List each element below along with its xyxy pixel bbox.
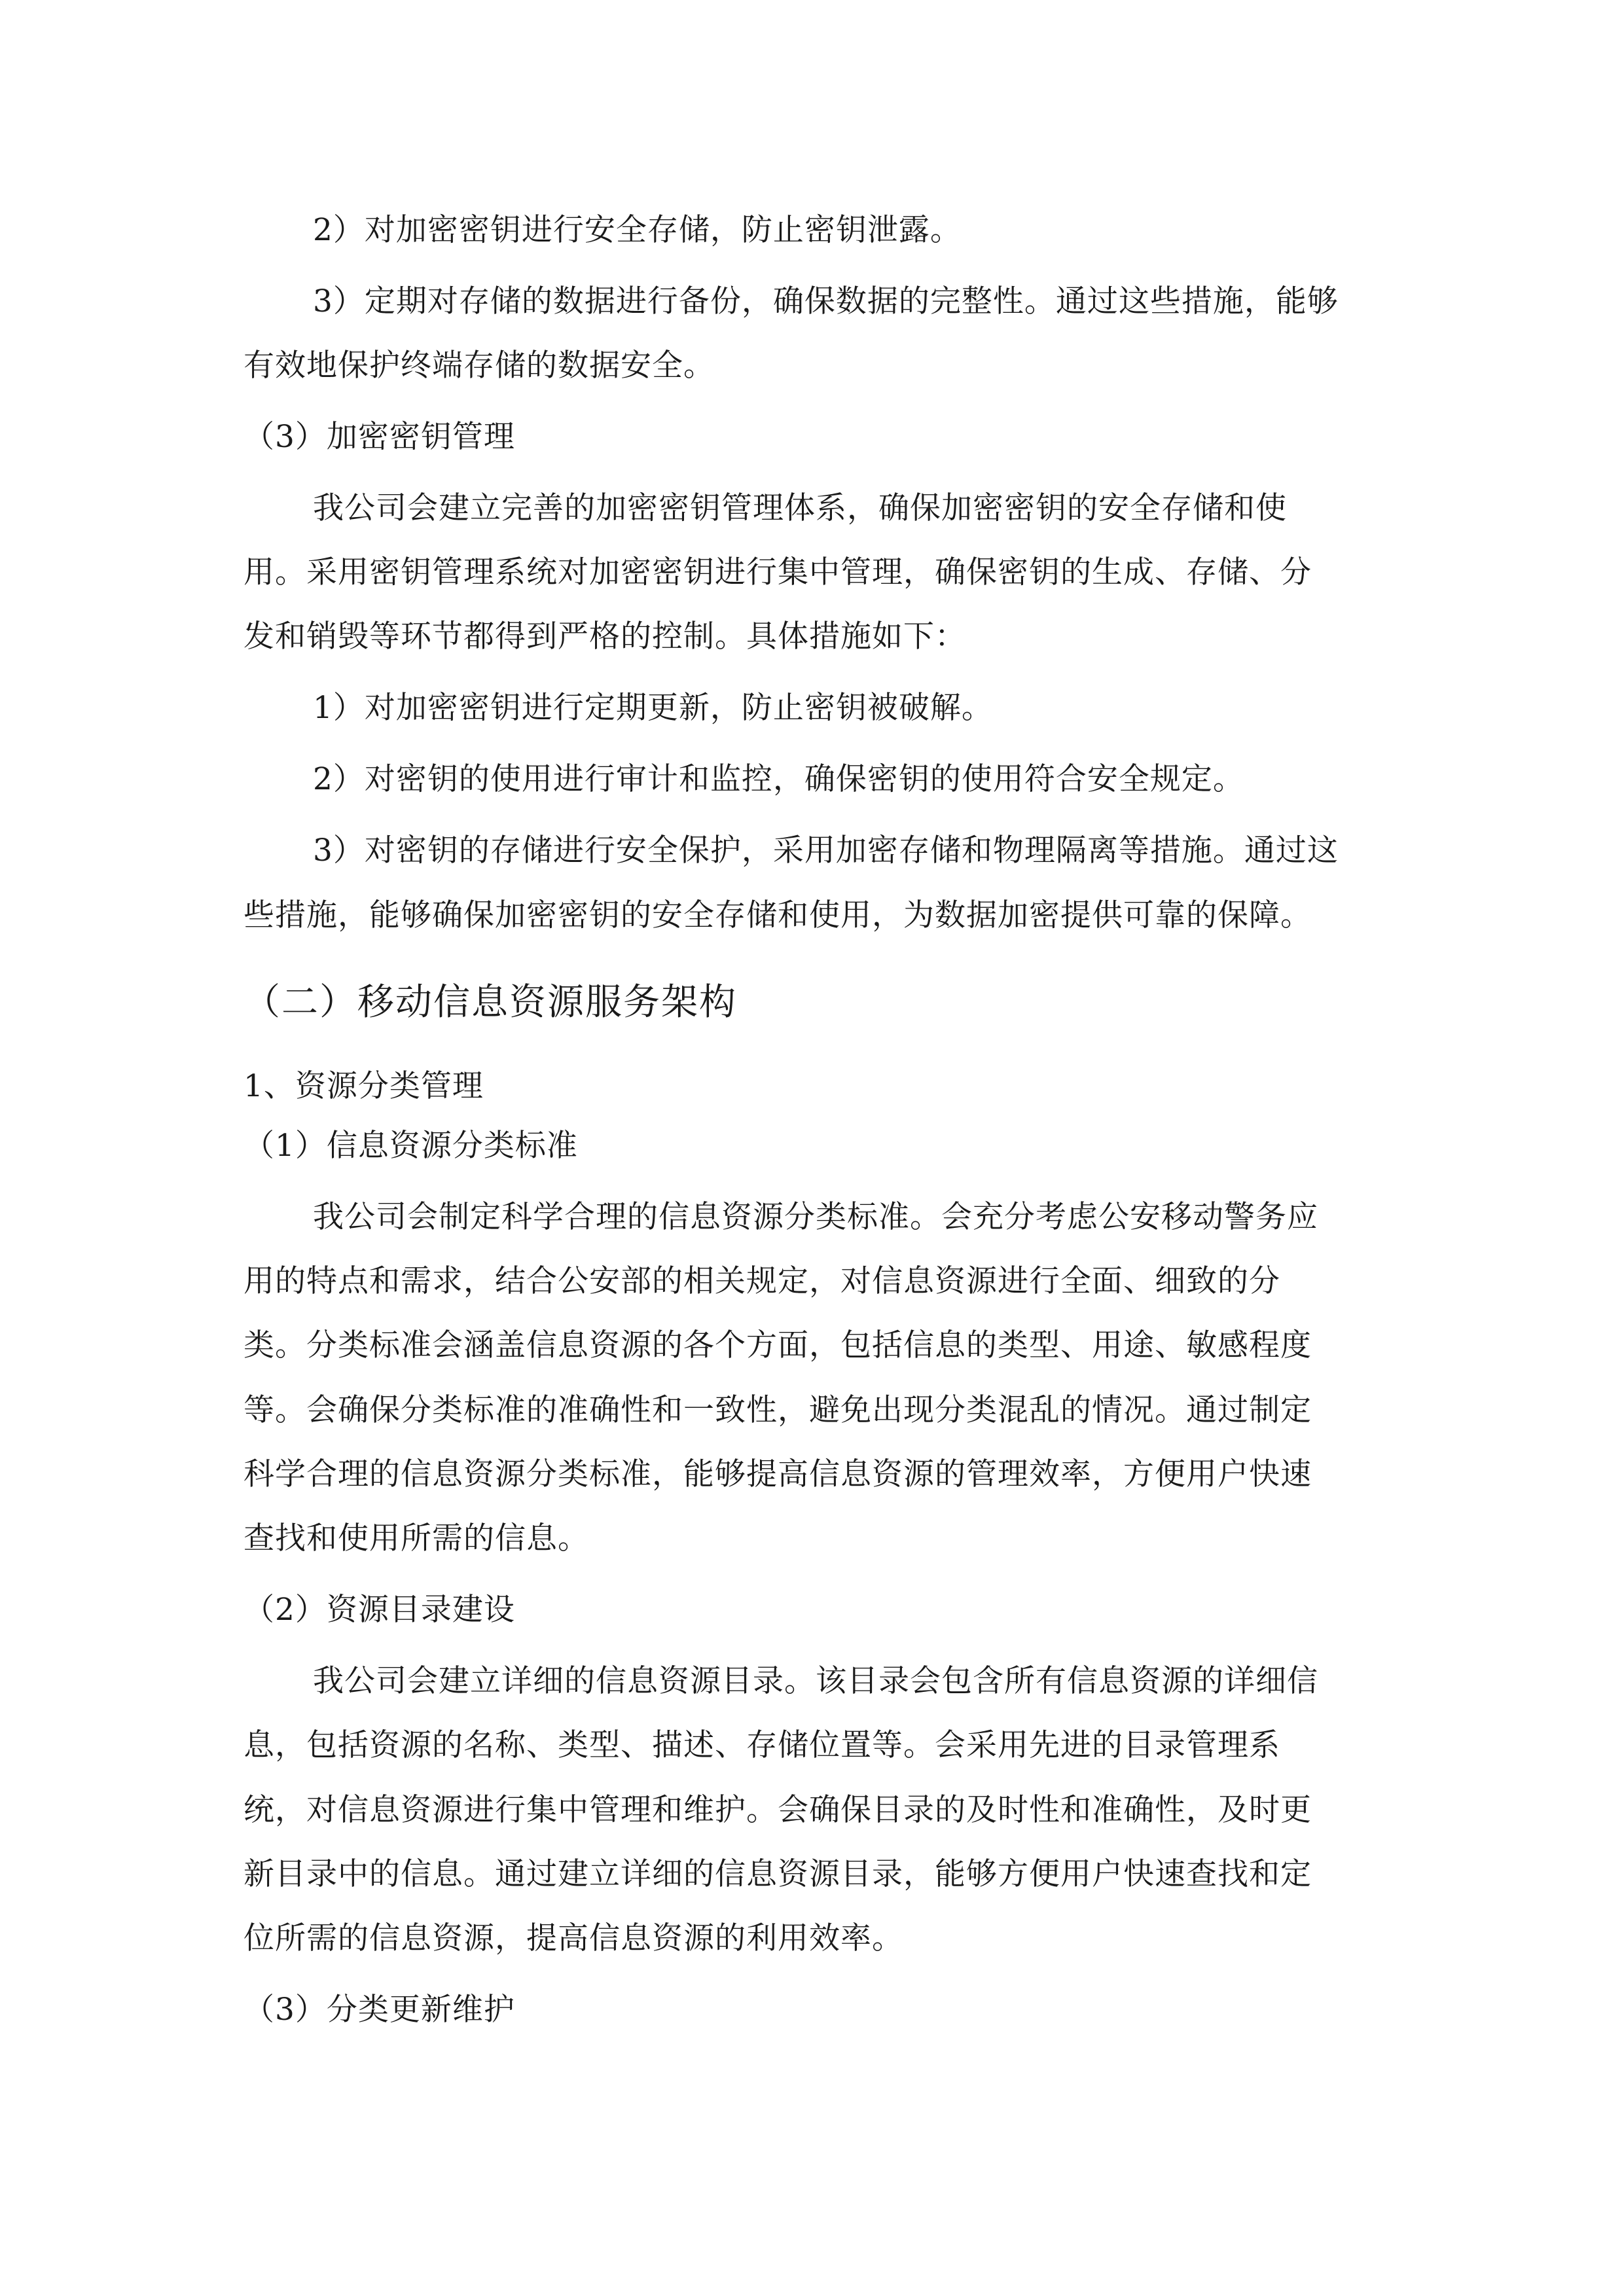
subsection-heading: （2）资源目录建设 — [244, 1592, 515, 1628]
paragraph-line: 些措施，能够确保加密密钥的安全存储和使用，为数据加密提供可靠的保障。 — [244, 897, 1312, 933]
paragraph-line: 有效地保护终端存储的数据安全。 — [244, 348, 715, 384]
paragraph-line: 新目录中的信息。通过建立详细的信息资源目录，能够方便用户快速查找和定 — [244, 1856, 1312, 1892]
paragraph-line: 科学合理的信息资源分类标准，能够提高信息资源的管理效率，方便用户快速 — [244, 1456, 1312, 1492]
paragraph-line: 息，包括资源的名称、类型、描述、存储位置等。会采用先进的目录管理系 — [244, 1727, 1280, 1763]
subsection-heading: （3）加密密钥管理 — [244, 419, 515, 455]
paragraph-line: 等。会确保分类标准的准确性和一致性，避免出现分类混乱的情况。通过制定 — [244, 1392, 1312, 1428]
paragraph-line: 位所需的信息资源，提高信息资源的利用效率。 — [244, 1920, 903, 1956]
paragraph-line: 我公司会建立详细的信息资源目录。该目录会包含所有信息资源的详细信 — [313, 1663, 1318, 1699]
paragraph-line: 发和销毁等环节都得到严格的控制。具体措施如下： — [244, 619, 966, 655]
paragraph-line: 用。采用密钥管理系统对加密密钥进行集中管理，确保密钥的生成、存储、分 — [244, 554, 1312, 590]
paragraph-line: 我公司会建立完善的加密密钥管理体系，确保加密密钥的安全存储和使 — [313, 490, 1287, 526]
list-item: 1）对加密密钥进行定期更新，防止密钥被破解。 — [313, 690, 993, 726]
paragraph-line: 类。分类标准会涵盖信息资源的各个方面，包括信息的类型、用途、敏感程度 — [244, 1327, 1312, 1363]
list-item: 2）对密钥的使用进行审计和监控，确保密钥的使用符合安全规定。 — [313, 761, 1244, 797]
section-subheading: 1、资源分类管理 — [244, 1068, 484, 1104]
section-heading: （二）移动信息资源服务架构 — [244, 981, 737, 1024]
paragraph-line: 统，对信息资源进行集中管理和维护。会确保目录的及时性和准确性，及时更 — [244, 1792, 1312, 1828]
paragraph-line: 我公司会制定科学合理的信息资源分类标准。会充分考虑公安移动警务应 — [313, 1199, 1318, 1235]
list-item: 3）定期对存储的数据进行备份，确保数据的完整性。通过这些措施，能够 — [313, 283, 1339, 319]
subsection-heading: （1）信息资源分类标准 — [244, 1128, 578, 1164]
paragraph-line: 查找和使用所需的信息。 — [244, 1520, 589, 1556]
paragraph-line: 用的特点和需求，结合公安部的相关规定，对信息资源进行全面、细致的分 — [244, 1263, 1280, 1299]
list-item: 2）对加密密钥进行安全存储，防止密钥泄露。 — [313, 212, 962, 248]
subsection-heading: （3）分类更新维护 — [244, 1992, 515, 2028]
list-item: 3）对密钥的存储进行安全保护，采用加密存储和物理隔离等措施。通过这 — [313, 833, 1339, 869]
